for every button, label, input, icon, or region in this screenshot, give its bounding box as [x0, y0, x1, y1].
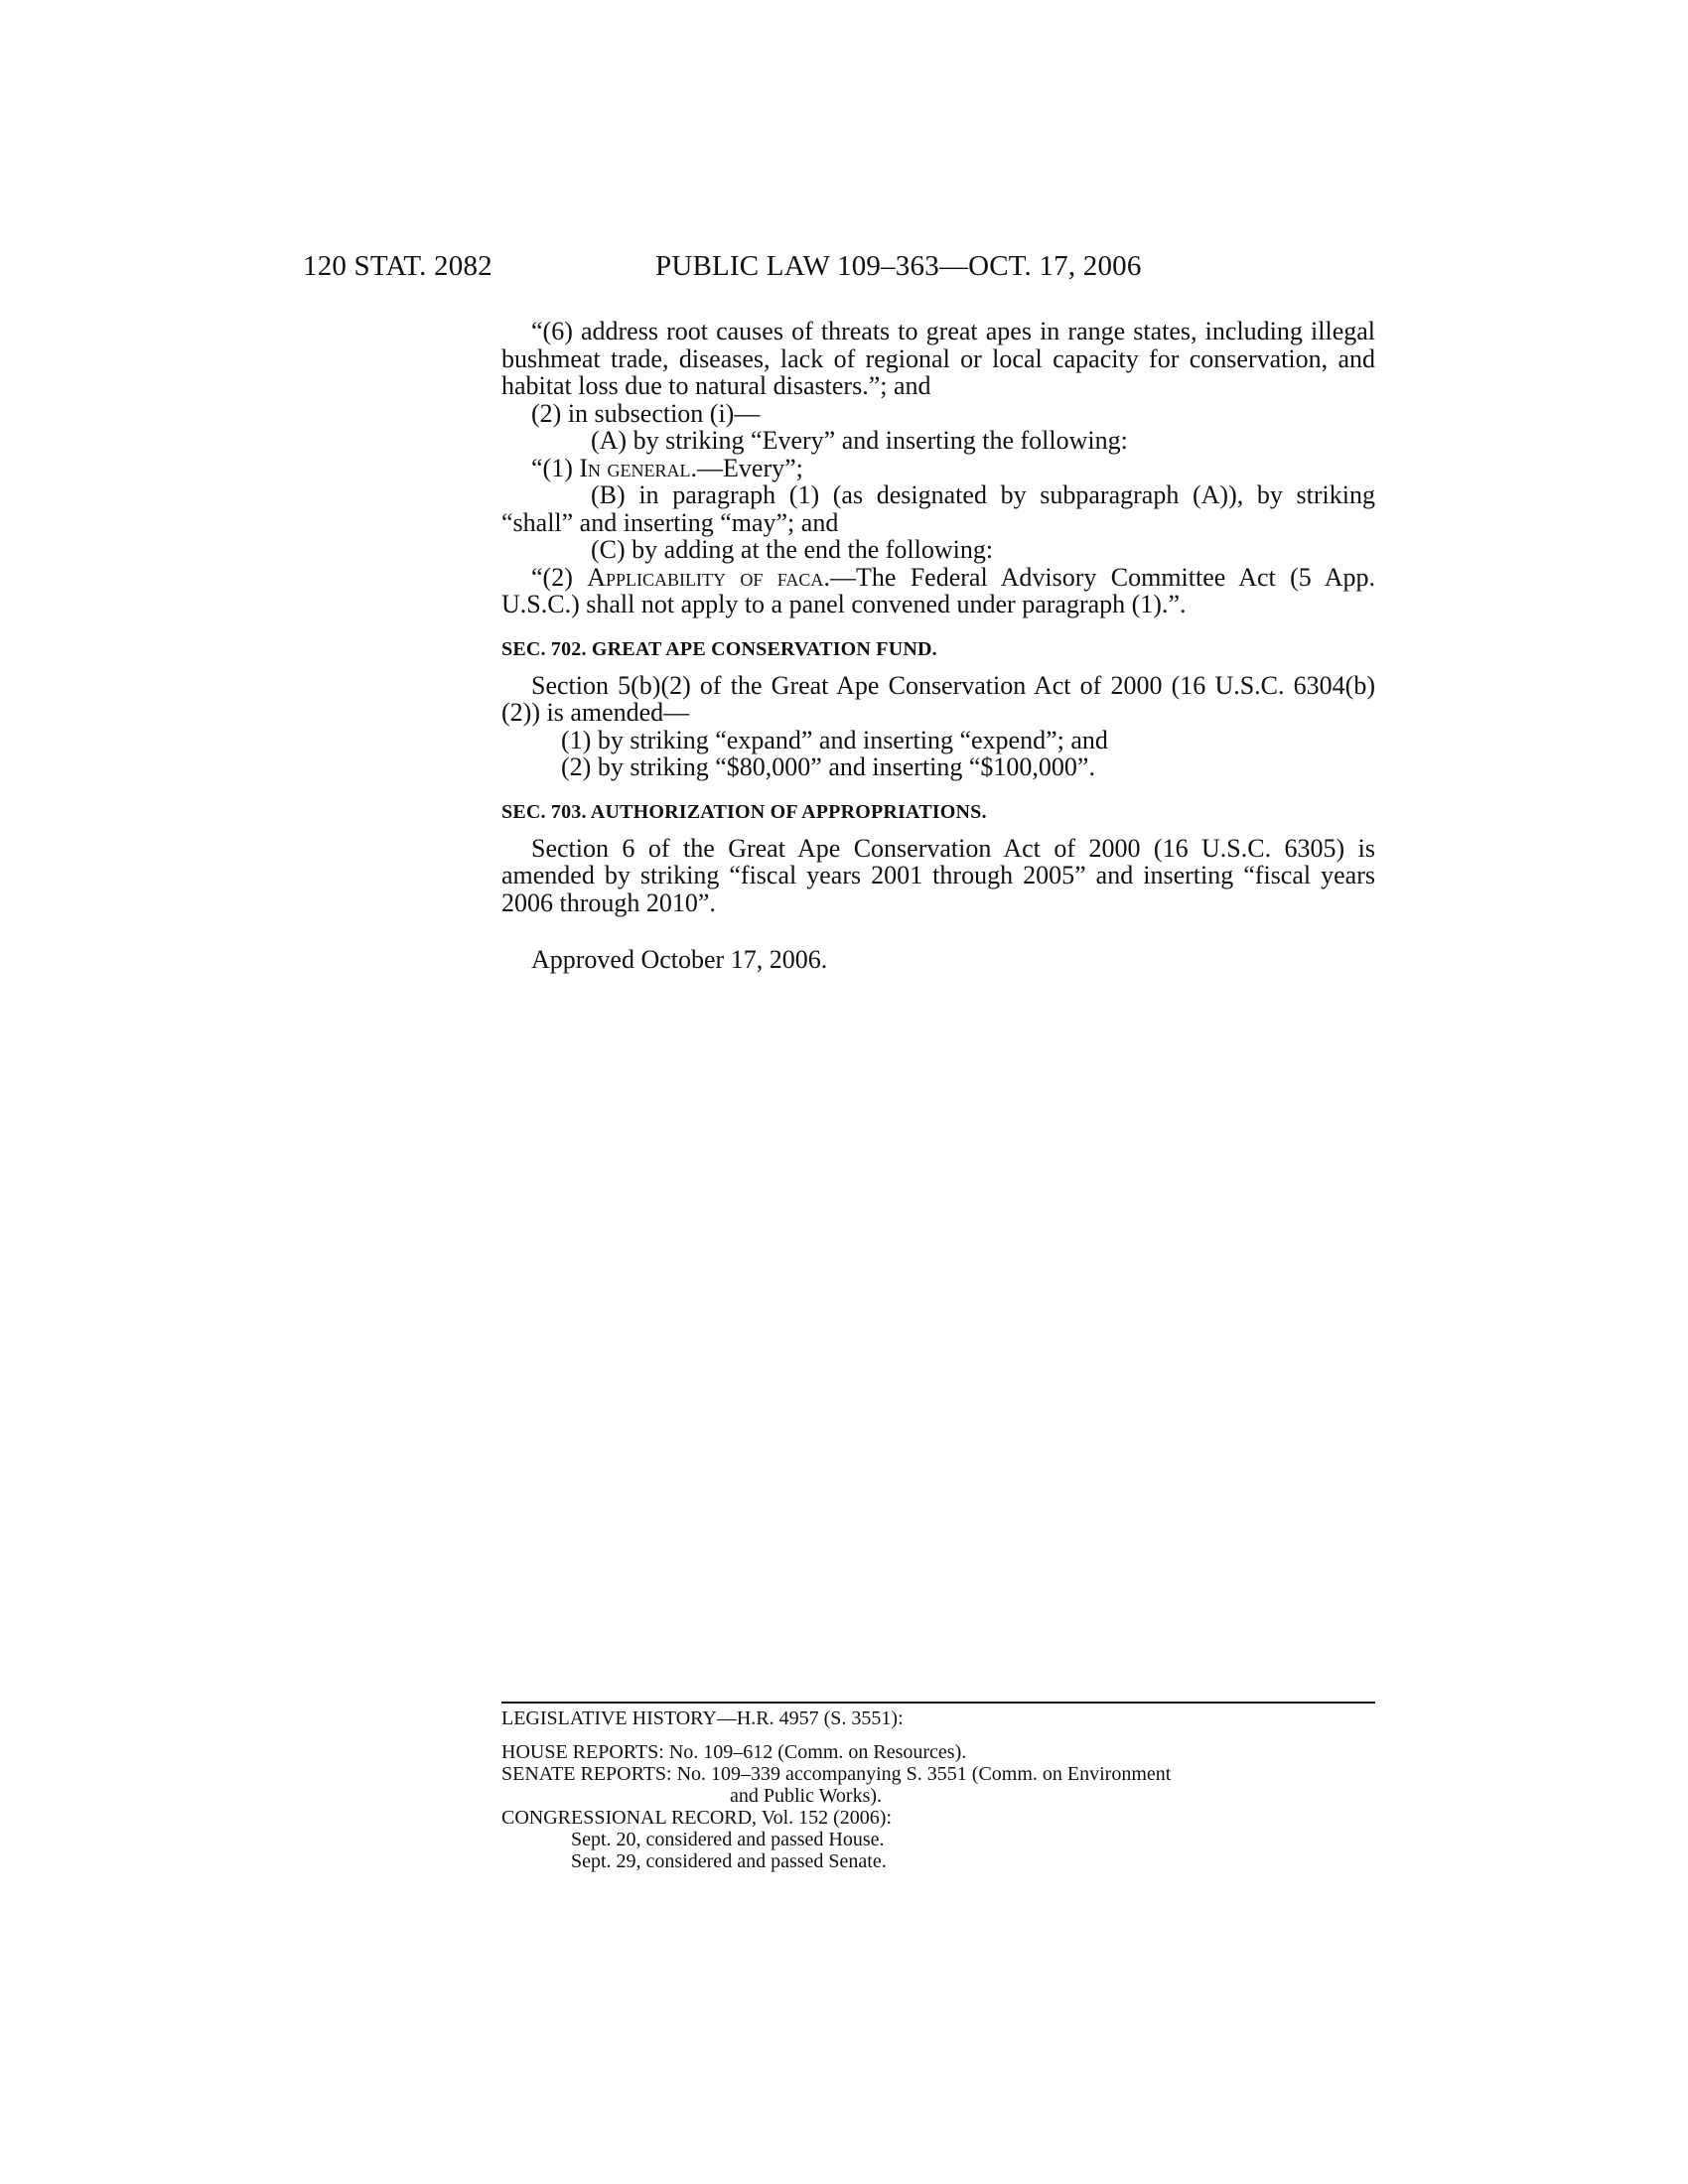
legislative-history-title: LEGISLATIVE HISTORY—H.R. 4957 (S. 3551): [501, 1707, 904, 1729]
paragraph-6: “(6) address root causes of threats to great apes in range states, including illegal bushmeat trade, diseases, lack of regional or local capacity for conservation, and habitat loss due to natural disasters.”; and [501, 317, 1375, 400]
subparagraph-b [501, 481, 1375, 536]
in-general-heading: In general [579, 453, 691, 482]
public-law-citation: PUBLIC LAW 109–363—OCT. 17, 2006 [655, 250, 1142, 282]
section-702-intro: Section 5(b)(2) of the Great Ape Conservation Act of 2000 (16 U.S.C. 6304(b)(2)) is amended— [501, 670, 1375, 727]
approval-date: Approved October 17, 2006. [531, 945, 828, 974]
house-reports: HOUSE REPORTS: No. 109–612 (Comm. on Resources). [501, 1741, 967, 1763]
document-body [501, 318, 1375, 974]
insert-open: “(1) [531, 453, 580, 482]
senate-reports-continued: and Public Works). [730, 1785, 883, 1807]
footnote-divider [501, 1702, 1375, 1704]
applicability-heading: Applicability of faca [587, 562, 824, 592]
faca-open: “(2) [531, 562, 588, 592]
page-header [303, 250, 1400, 290]
section-703-heading: SEC. 703. AUTHORIZATION OF APPROPRIATIONS. [501, 800, 987, 823]
subparagraph-a-insert [531, 455, 1375, 482]
subparagraph-c: (C) by adding at the end the following: [591, 535, 994, 564]
record-sept-29: Sept. 29, considered and passed Senate. [571, 1850, 887, 1872]
subparagraph-a-line: (A) by striking “Every” and inserting the following: [591, 426, 1128, 455]
congressional-record: CONGRESSIONAL RECORD, Vol. 152 (2006): [501, 1807, 892, 1829]
record-sept-20: Sept. 20, considered and passed House. [571, 1829, 885, 1850]
senate-reports: SENATE REPORTS: No. 109–339 accompanying S. 3551 (Comm. on Environment [501, 1763, 1172, 1785]
faca-text: .—The Federal Advisory Committee Act (5 App. U.S.C.) shall not apply to a panel convened under paragraph (1).”. [501, 562, 1376, 618]
section-702-heading: SEC. 702. GREAT APE CONSERVATION FUND. [501, 637, 937, 660]
statute-page-number: 120 STAT. 2082 [303, 250, 492, 282]
section-702-item-1: (1) by striking “expand” and inserting “expend”; and [561, 725, 1108, 754]
section-703-text: Section 6 of the Great Ape Conservation Act of 2000 (16 U.S.C. 6305) is amended by striking “fiscal years 2001 through 2005” and inserting “fiscal years 2006 through 2010”. [501, 833, 1375, 917]
faca-paragraph [501, 564, 1375, 618]
legislative-history [501, 1707, 1375, 1872]
subparagraph-b-text: (B) in paragraph (1) (as designated by subparagraph (A)), by striking “shall” and inserting “may”; and [501, 480, 1375, 537]
section-702-item-2: (2) by striking “$80,000” and inserting “$100,000”. [561, 752, 1095, 781]
subparagraph-a [501, 427, 1375, 481]
insert-close: .—Every”; [690, 453, 803, 482]
paragraph-2-subsection-i: (2) in subsection (i)— [531, 398, 761, 428]
